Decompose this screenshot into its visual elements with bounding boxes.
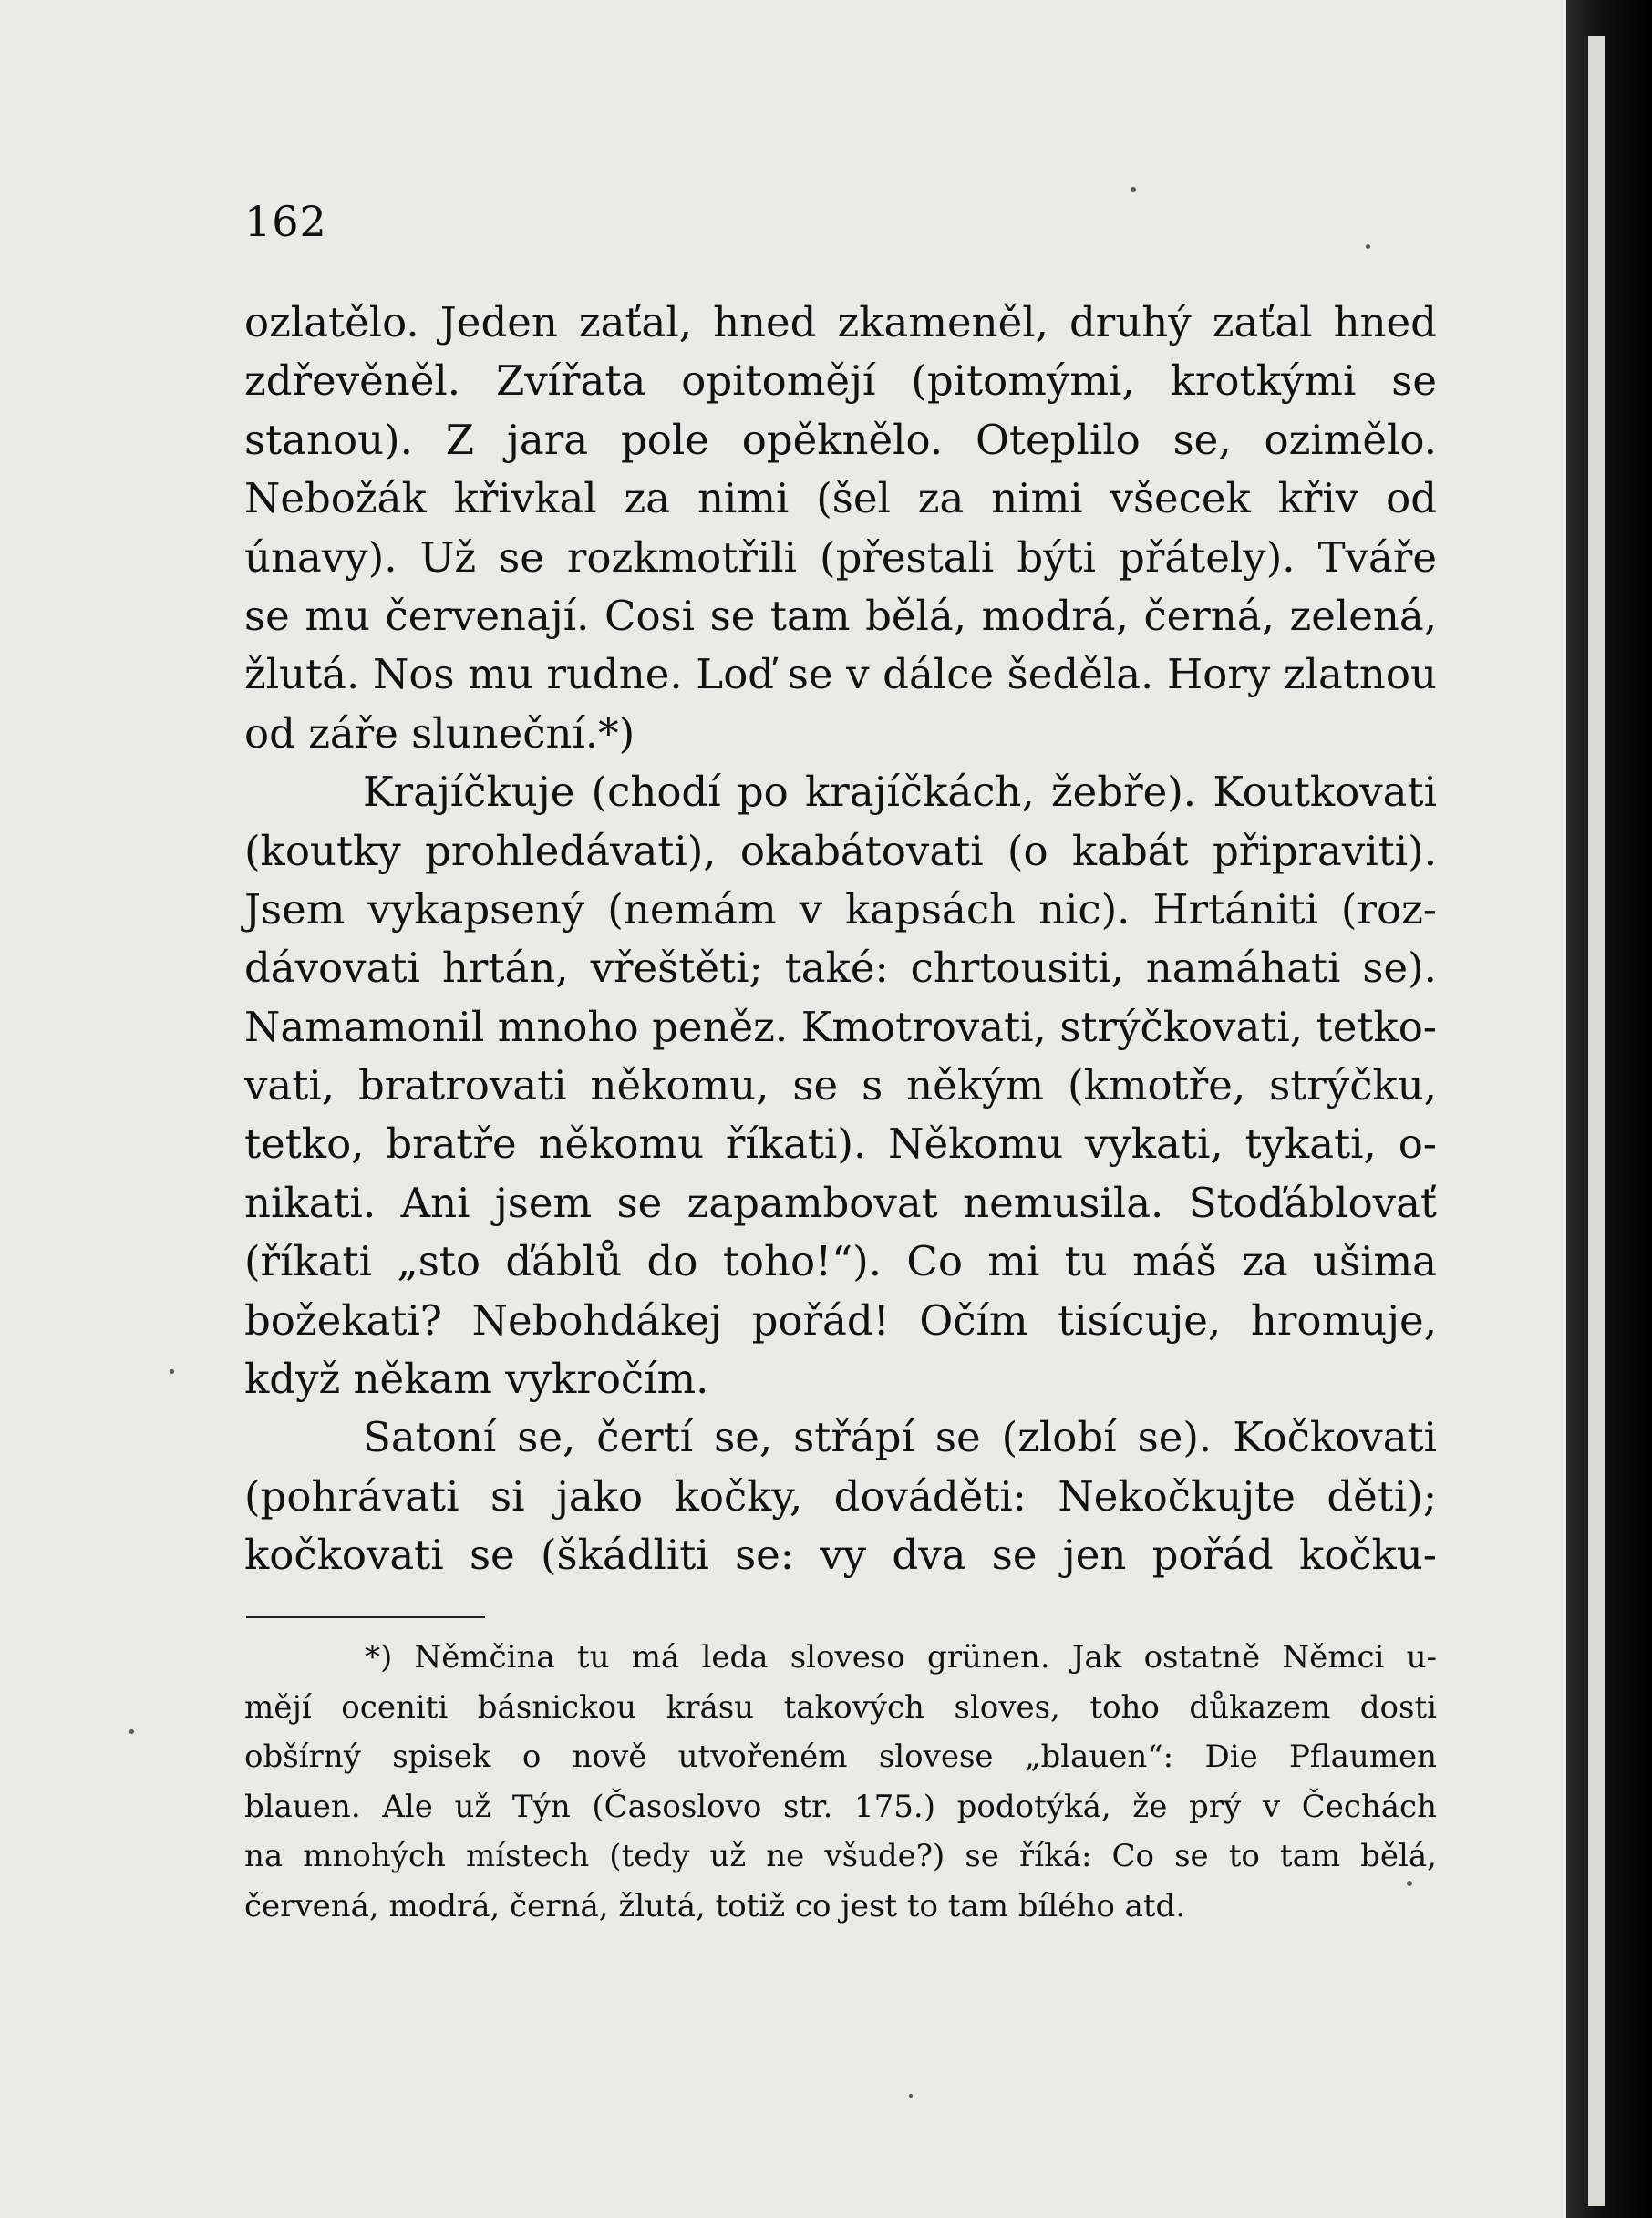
scan-speck [1131, 187, 1136, 192]
text-line: ozlatělo. Jeden zaťal, hned zkameněl, druhý zaťal hned [244, 298, 1437, 346]
body-text [244, 294, 1437, 1585]
text-line: Satoní se, čertí se, střápí se (zlobí se). Kočkovati [363, 1413, 1437, 1462]
scan-speck [170, 1369, 174, 1374]
text-line: Nebožák křivkal za nimi (šel za nimi všecek křiv od [244, 474, 1437, 523]
text-line: božekati? Nebohdákej pořád! Očím tisícuje, hromuje, [244, 1295, 1437, 1345]
text-line: stanou). Z jara pole opěknělo. Oteplilo se, ozimělo. [244, 415, 1437, 464]
text-line: Jsem vykapsený (nemám v kapsách nic). Hrtániti (roz- [244, 884, 1437, 934]
text-line: Krajíčkuje (chodí po krajíčkách, žebře). Koutkovati [363, 768, 1437, 817]
footnote [244, 1633, 1437, 1932]
footnote-line: na mnohých místech (tedy už ne všude?) se říká: Co se to tam bělá, [244, 1838, 1437, 1875]
footnote-line: *) Němčina tu má leda sloveso grünen. Jak ostatně Němci u- [365, 1639, 1437, 1676]
scan-speck [1407, 1881, 1412, 1886]
text-line: (pohrávati si jako kočky, dováděti: Nekočkujte děti); [244, 1471, 1437, 1521]
page-number: 162 [244, 197, 327, 246]
text-line: se mu červenají. Cosi se tam bělá, modrá, černá, zelená, [244, 591, 1437, 640]
footnote-line: obšírný spisek o nově utvořeném slovese „blauen“: Die Pflaumen [244, 1738, 1437, 1776]
text-line: od záře sluneční.*) [244, 708, 635, 758]
text-line: když někam vykročím. [244, 1355, 709, 1404]
footnote-line: červená, modrá, černá, žlutá, totiž co jest to tam bílého atd. [244, 1887, 1186, 1924]
text-line: únavy). Už se rozkmotřili (přestali býti přátely). Tváře [244, 532, 1437, 582]
text-line: žlutá. Nos mu rudne. Loď se v dálce šeděla. Hory zlatnou [244, 650, 1437, 699]
scan-speck [129, 1729, 134, 1734]
text-line: zdřevěněl. Zvířata opitomějí (pitomými, krotkými se [244, 356, 1437, 406]
scan-speck [1366, 244, 1370, 249]
scan-speck [909, 2094, 913, 2098]
footnote-line: blauen. Ale už Týn (Časoslovo str. 175.) podotýká, že prý v Čechách [244, 1788, 1437, 1825]
footnote-separator [246, 1616, 485, 1618]
text-line: nikati. Ani jsem se zapambovat nemusila. Stoďáblovať [244, 1178, 1437, 1227]
book-binding-edge [1566, 0, 1652, 2218]
page-edge-strip [1588, 36, 1605, 2206]
text-line: vati, bratrovati někomu, se s někým (kmotře, strýčku, [244, 1061, 1437, 1110]
text-line: tetko, bratře někomu říkati). Někomu vykati, tykati, o- [244, 1119, 1437, 1169]
text-line: kočkovati se (škádliti se: vy dva se jen pořád kočku- [244, 1531, 1437, 1580]
text-line: dávovati hrtán, vřeštěti; také: chrtousiti, namáhati se). [244, 944, 1437, 993]
text-line: (říkati „sto ďáblů do toho!“). Co mi tu máš za ušima [244, 1237, 1437, 1286]
text-line: (koutky prohledávati), okabátovati (o kabát připraviti). [244, 826, 1437, 875]
footnote-line: mějí oceniti básnickou krásu takových sloves, toho důkazem dosti [244, 1688, 1437, 1726]
text-line: Namamonil mnoho peněz. Kmotrovati, strýčkovati, tetko- [244, 1002, 1437, 1051]
